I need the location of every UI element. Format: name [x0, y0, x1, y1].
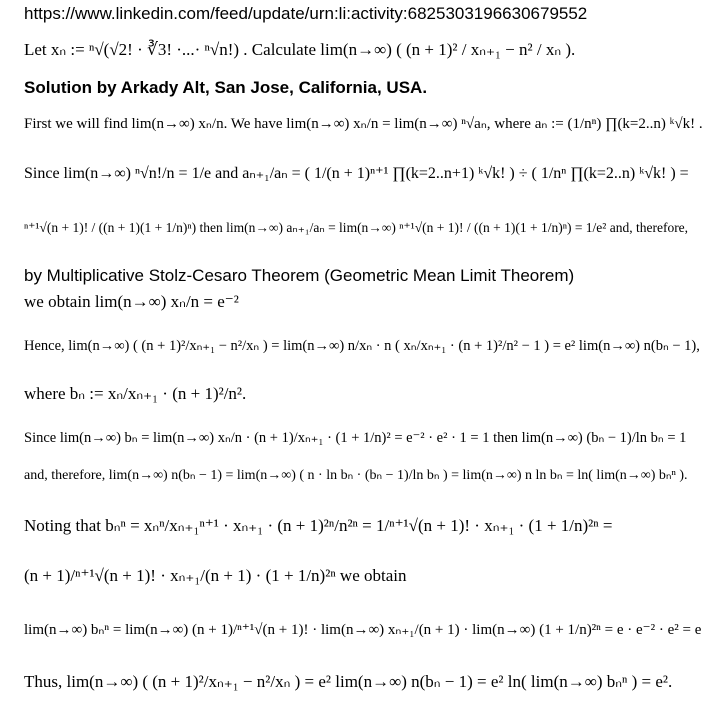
solution-line-10: Since lim(n→∞) bₙ = lim(n→∞) xₙ/n · (n + 1)/xₙ₊₁ · (1 + 1/n)² = e⁻² · e² · 1 = 1 then lim(n→∞) (bₙ − 1)/ln bₙ = 1: [24, 430, 687, 446]
solution-line-12: Noting that bₙⁿ = xₙⁿ/xₙ₊₁ⁿ⁺¹ · xₙ₊₁ · (n + 1)²ⁿ/n²ⁿ = 1/ⁿ⁺¹√(n + 1)! · xₙ₊₁ · (1 + 1/n)²ⁿ =: [24, 516, 613, 535]
solution-line-4: Since lim(n→∞) ⁿ√n!/n = 1/e and aₙ₊₁/aₙ = ( 1/(n + 1)ⁿ⁺¹ ∏(k=2..n+1) ᵏ√k! ) ÷ ( 1/nⁿ ∏(k=2..n) ᵏ√k! ) =: [24, 165, 689, 182]
solution-line-8: Hence, lim(n→∞) ( (n + 1)²/xₙ₊₁ − n²/xₙ ) = lim(n→∞) n/xₙ · n ( xₙ/xₙ₊₁ · (n + 1)²/n² − 1 ) = e² lim(n→∞) n(bₙ − 1),: [24, 338, 700, 354]
solution-line-6: by Multiplicative Stolz-Cesaro Theorem (Geometric Mean Limit Theorem): [24, 266, 575, 285]
source-url[interactable]: https://www.linkedin.com/feed/update/urn:li:activity:6825303196630679552: [24, 4, 588, 23]
solution-line-3: First we will find lim(n→∞) xₙ/n. We have lim(n→∞) xₙ/n = lim(n→∞) ⁿ√aₙ, where aₙ := (1/nⁿ) ∏(k=2..n) ᵏ√k! .: [24, 116, 703, 132]
solution-line-11: and, therefore, lim(n→∞) n(bₙ − 1) = lim(n→∞) ( n · ln bₙ · (bₙ − 1)/ln bₙ ) = lim(n→∞) n ln bₙ = ln( lim(n→∞) bₙⁿ ).: [24, 468, 688, 483]
solution-line-9: where bₙ := xₙ/xₙ₊₁ · (n + 1)²/n².: [24, 384, 247, 403]
solution-line-15: Thus, lim(n→∞) ( (n + 1)²/xₙ₊₁ − n²/xₙ ) = e² lim(n→∞) n(bₙ − 1) = e² ln( lim(n→∞) bₙⁿ ) = e².: [24, 672, 673, 691]
solution-author: Solution by Arkady Alt, San Jose, California, USA.: [24, 78, 428, 97]
solution-line-14: lim(n→∞) bₙⁿ = lim(n→∞) (n + 1)/ⁿ⁺¹√(n + 1)! · lim(n→∞) xₙ₊₁/(n + 1) · lim(n→∞) (1 + 1/n)²ⁿ = e · e⁻² · e² = e: [24, 622, 702, 638]
solution-line-7: we obtain lim(n→∞) xₙ/n = e⁻²: [24, 292, 239, 311]
problem-statement: Let xₙ := ⁿ√(√2! · ∛3! ·...· ⁿ√n!) . Calculate lim(n→∞) ( (n + 1)² / xₙ₊₁ − n² / xₙ ).: [24, 40, 576, 59]
solution-line-5: ⁿ⁺¹√(n + 1)! / ((n + 1)(1 + 1/n)ⁿ) then lim(n→∞) aₙ₊₁/aₙ = lim(n→∞) ⁿ⁺¹√(n + 1)! / ((n + 1)(1 + 1/n)ⁿ) = 1/e² and, therefore,: [24, 220, 689, 235]
solution-line-13: (n + 1)/ⁿ⁺¹√(n + 1)! · xₙ₊₁/(n + 1) · (1 + 1/n)²ⁿ we obtain: [24, 566, 407, 585]
